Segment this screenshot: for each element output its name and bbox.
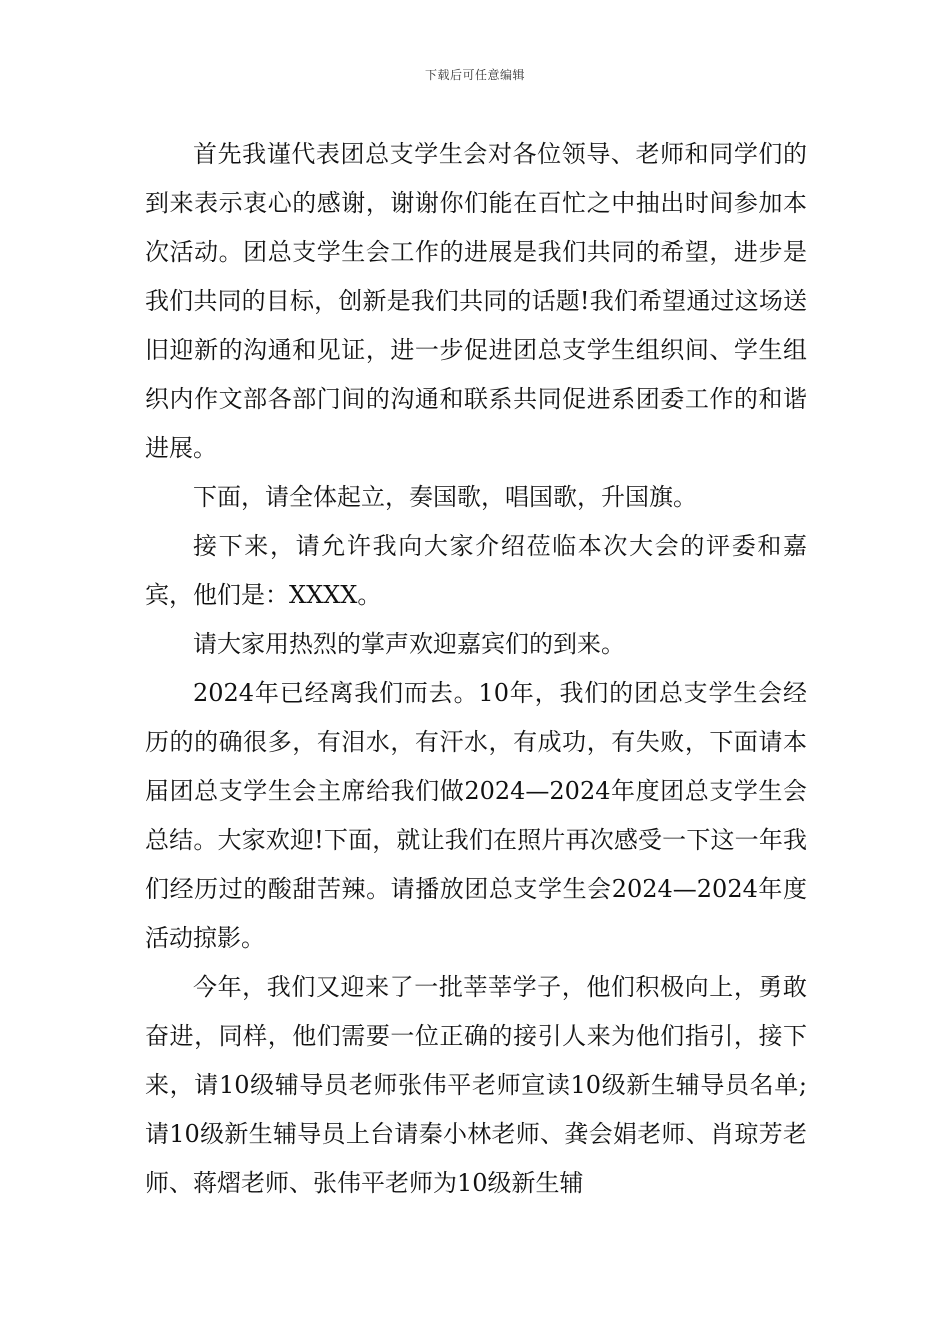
paragraph: 请大家用热烈的掌声欢迎嘉宾们的到来。 (193, 630, 625, 658)
paragraph: 下面，请全体起立，奏国歌，唱国歌，升国旗。 (193, 483, 697, 511)
paragraph: 今年，我们又迎来了一批莘莘学子，他们积极向上，勇敢奋进，同样，他们需要一位正确的接引人来为他们指引，接下来，请10级辅导员老师张伟平老师宣读10级新生辅导员名单;请10级新生辅导员上台请秦小林老师、龚会娟老师、肖琼芳老师、蒋熠老师、张伟平老师为10级新生辅 (145, 973, 807, 1197)
page-header: 下载后可任意编辑 (424, 68, 525, 82)
document-body (145, 130, 807, 1208)
paragraph: 接下来，请允许我向大家介绍莅临本次大会的评委和嘉宾，他们是：XXXX。 (145, 532, 807, 609)
paragraph: 首先我谨代表团总支学生会对各位领导、老师和同学们的到来表示衷心的感谢，谢谢你们能在百忙之中抽出时间参加本次活动。团总支学生会工作的进展是我们共同的希望，进步是我们共同的目标，创新是我们共同的话题!我们希望通过这场送旧迎新的沟通和见证，进一步促进团总支学生组织间、学生组织内作文部各部门间的沟通和联系共同促进系团委工作的和谐进展。 (145, 140, 807, 462)
paragraph: 2024年已经离我们而去。10年，我们的团总支学生会经历的的确很多，有泪水，有汗水，有成功，有失败，下面请本届团总支学生会主席给我们做2024—2024年度团总支学生会总结。大家欢迎!下面，就让我们在照片再次感受一下这一年我们经历过的酸甜苦辣。请播放团总支学生会2024—2024年度活动掠影。 (145, 679, 807, 952)
